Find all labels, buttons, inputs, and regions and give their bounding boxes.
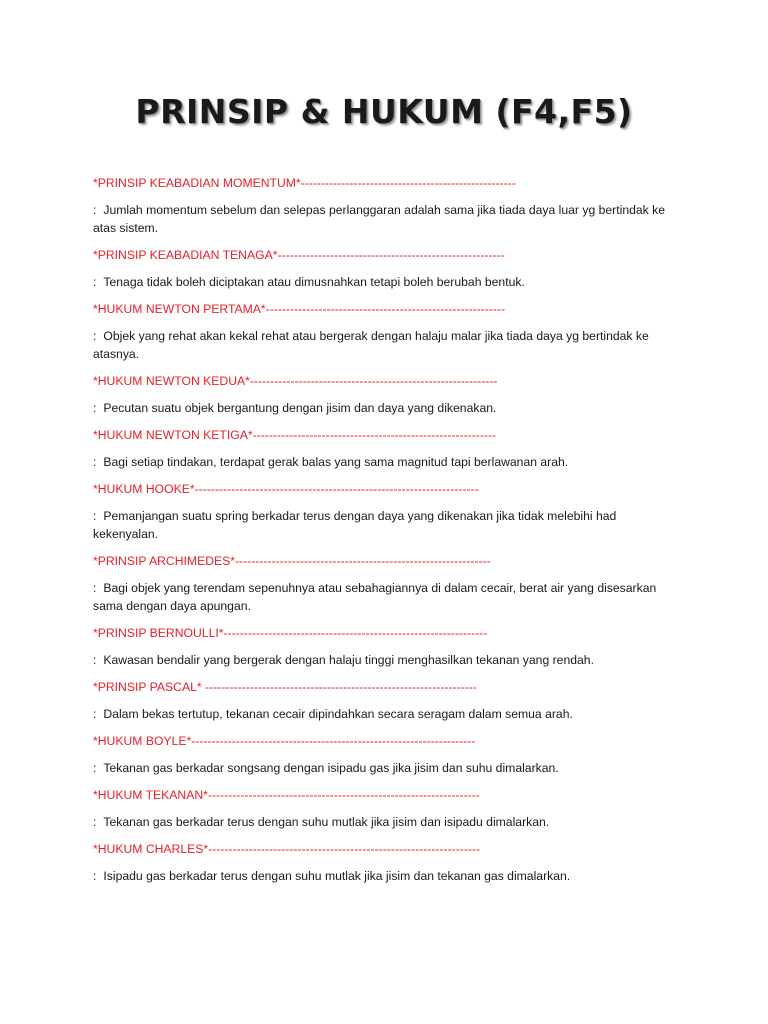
entry-description: : Bagi setiap tindakan, terdapat gerak balas yang sama magnitud tapi berlawanan arah.: [93, 455, 569, 469]
entry-heading: *HUKUM HOOKE*----------------------------------------------------------------------: [93, 482, 479, 496]
entry-description: : Kawasan bendalir yang bergerak dengan halaju tinggi menghasilkan tekanan yang rendah.: [93, 653, 594, 667]
entry-prinsip-keabadian-tenaga: [93, 246, 683, 291]
entry-heading: *PRINSIP PASCAL* -------------------------------------------------------------------: [93, 680, 477, 694]
entry-heading: *HUKUM BOYLE*----------------------------------------------------------------------: [93, 734, 476, 748]
entry-description: : Tenaga tidak boleh diciptakan atau dimusnahkan tetapi boleh berubah bentuk.: [93, 275, 525, 289]
entry-heading: *PRINSIP KEABADIAN MOMENTUM*-----------------------------------------------------: [93, 176, 516, 190]
entry-prinsip-bernoulli: [93, 624, 683, 669]
entry-heading: *HUKUM NEWTON KETIGA*------------------------------------------------------------: [93, 428, 497, 442]
entry-description: : Bagi objek yang terendam sepenuhnya atau sebahagiannya di dalam cecair, berat air yang disesarkan sama dengan daya apungan.: [93, 581, 657, 613]
entry-hukum-tekanan: [93, 786, 683, 831]
entry-description: : Tekanan gas berkadar songsang dengan isipadu gas jika jisim dan suhu dimalarkan.: [93, 761, 559, 775]
entry-heading: *HUKUM NEWTON PERTAMA*-----------------------------------------------------------: [93, 302, 506, 316]
document-title: PRINSIP & HUKUM (F4,F5): [135, 92, 633, 131]
entry-description: : Dalam bekas tertutup, tekanan cecair dipindahkan secara seragam dalam semua arah.: [93, 707, 573, 721]
entry-description: : Tekanan gas berkadar terus dengan suhu mutlak jika jisim dan isipadu dimalarkan.: [93, 815, 550, 829]
entry-description: : Jumlah momentum sebelum dan selepas perlanggaran adalah sama jika tiada daya luar yg bertindak ke atas sistem.: [93, 203, 666, 235]
entry-prinsip-pascal: [93, 678, 683, 723]
entry-hukum-charles: [93, 840, 683, 885]
entry-hukum-newton-kedua: [93, 372, 683, 417]
entry-prinsip-keabadian-momentum: [93, 174, 683, 237]
entry-heading: *HUKUM NEWTON KEDUA*-------------------------------------------------------------: [93, 374, 498, 388]
entry-heading: *PRINSIP BERNOULLI*-----------------------------------------------------------------: [93, 626, 488, 640]
document-content: [93, 174, 683, 894]
entry-hukum-boyle: [93, 732, 683, 777]
entry-hukum-newton-ketiga: [93, 426, 683, 471]
entry-heading: *HUKUM TEKANAN*-------------------------------------------------------------------: [93, 788, 480, 802]
entry-heading: *PRINSIP ARCHIMEDES*---------------------------------------------------------------: [93, 554, 491, 568]
entry-hukum-newton-pertama: [93, 300, 683, 363]
entry-description: : Objek yang rehat akan kekal rehat atau bergerak dengan halaju malar jika tiada daya yg bertindak ke atasnya.: [93, 329, 649, 361]
entry-description: : Isipadu gas berkadar terus dengan suhu mutlak jika jisim dan tekanan gas dimalarkan.: [93, 869, 571, 883]
entry-heading: *HUKUM CHARLES*-------------------------------------------------------------------: [93, 842, 481, 856]
entry-hukum-hooke: [93, 480, 683, 543]
entry-description: : Pemanjangan suatu spring berkadar terus dengan daya yang dikenakan jika tidak melebihi had kekenyalan.: [93, 509, 617, 541]
entry-heading: *PRINSIP KEABADIAN TENAGA*--------------------------------------------------------: [93, 248, 505, 262]
entry-prinsip-archimedes: [93, 552, 683, 615]
entry-description: : Pecutan suatu objek bergantung dengan jisim dan daya yang dikenakan.: [93, 401, 497, 415]
